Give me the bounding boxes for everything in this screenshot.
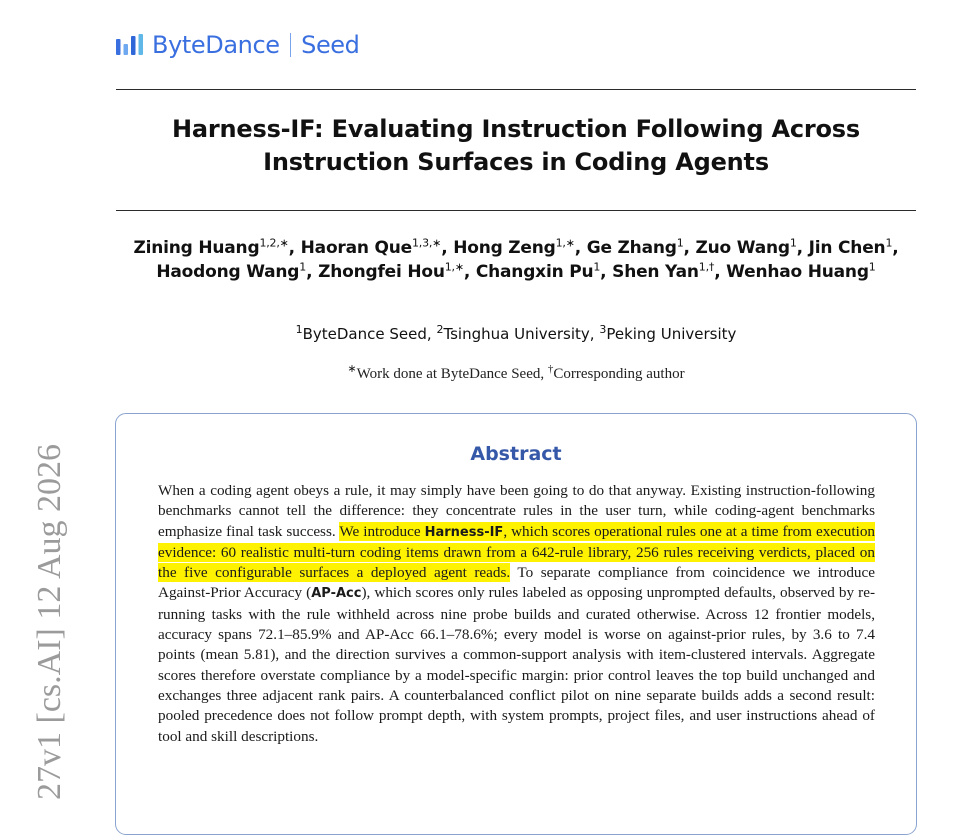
abstract-text (158, 481, 875, 747)
author (453, 238, 575, 258)
title-line-2: Instruction Surfaces in Coding Agents (263, 148, 769, 176)
author-name: Haodong Wang (156, 262, 300, 282)
author-name: Wenhao Huang (726, 262, 869, 282)
title-rule (116, 210, 916, 211)
affiliation-mark: 1 (295, 323, 303, 336)
footnote-text: Corresponding author (553, 366, 685, 382)
author-affiliation-marks: 1,∗ (555, 236, 575, 250)
author (156, 262, 306, 282)
author-list (116, 236, 916, 284)
author-separator: , (288, 238, 301, 258)
affiliations (116, 324, 916, 344)
author (301, 238, 442, 258)
author-affiliation-marks: 1 (593, 260, 601, 274)
author-name: Changxin Pu (475, 262, 594, 282)
affiliation (436, 325, 589, 343)
author (696, 238, 797, 258)
author (318, 262, 464, 282)
author-affiliation-marks: 1,† (698, 260, 715, 274)
affiliation (296, 325, 427, 343)
author-name: Jin Chen (808, 238, 886, 258)
author (612, 262, 714, 282)
footnote (547, 363, 685, 382)
author-affiliation-marks: 1 (676, 236, 684, 250)
affiliation-mark: 2 (436, 323, 444, 336)
author (133, 238, 288, 258)
affiliation-separator: , (589, 325, 600, 343)
abstract-sentence-intro: When a coding agent obeys a rule, it may simply have been going to do that anyway. Existing instruction-following benchmarks cannot tell the difference: they concentrate rules in the user turn, while coding-agent benchmarks emphasize final task success. (158, 482, 875, 540)
author-separator: , (574, 238, 587, 258)
author-name: Zhongfei Hou (318, 262, 445, 282)
highlight-part-a: We introduce (339, 522, 425, 540)
author-name: Ge Zhang (586, 238, 677, 258)
author-separator: , (600, 262, 613, 282)
author-affiliation-marks: 1 (299, 260, 307, 274)
bytedance-seed-logo (116, 28, 360, 62)
author-separator: , (892, 238, 899, 258)
affiliation (599, 325, 736, 343)
author-affiliation-marks: 1,2,∗ (259, 236, 289, 250)
top-rule (116, 89, 916, 90)
footnote-line (116, 364, 916, 384)
author-name: Hong Zeng (453, 238, 556, 258)
author-name: Zuo Wang (695, 238, 790, 258)
affiliation-name: ByteDance Seed (302, 325, 427, 343)
arxiv-identifier: 27v1 [cs.AI] 12 Aug 2026 (31, 443, 68, 800)
affiliation-mark: 3 (599, 323, 607, 336)
author (476, 262, 600, 282)
affiliation-name: Peking University (606, 325, 737, 343)
title-line-1: Harness-IF: Evaluating Instruction Following Across (172, 115, 860, 143)
author (726, 262, 875, 282)
author-affiliation-marks: 1,3,∗ (411, 236, 442, 250)
author-separator: , (441, 238, 454, 258)
author-affiliation-marks: 1 (885, 236, 893, 250)
affiliation-name: Tsinghua University (443, 325, 590, 343)
abstract-continuation-b: ), which scores only rules labeled as opposing unprompted defaults, observed by re-running tasks with the rule withheld across nine probe builds and curated otherwise. Across 12 frontier models, accuracy spans 72.1–85.9% and AP-Acc 66.1–78.6%; every model is worse on against-prior rules, by 3.6 to 7.4 points (mean 5.81), and the direction survives a common-support analysis with item-clustered intervals. Aggregate scores therefore overstate compliance by a model-specific margin: prior control leaves the top build unchanged and exchanges three adjacent rank pairs. A counterbalanced conflict pilot on nine separate builds adds a second result: pooled precedence does not follow prompt depth, with system prompts, project files, and user instructions ahead of tool and skill descriptions. (158, 584, 876, 745)
abstract-heading: Abstract (470, 443, 562, 465)
paper-title (116, 113, 916, 179)
author-name: Shen Yan (612, 262, 699, 282)
author-separator: , (796, 238, 809, 258)
product-name: Seed (301, 31, 360, 59)
footnote-mark: ∗ (347, 363, 357, 375)
author-name: Haoran Que (300, 238, 412, 258)
author-separator: , (714, 262, 727, 282)
author-name: Zining Huang (133, 238, 260, 258)
brand-name: ByteDance (152, 31, 280, 59)
abstract-continuation-a: To separate compliance from coincidence we introduce Against-Prior Accuracy ( (158, 564, 875, 602)
author (809, 238, 893, 258)
footnote (347, 363, 541, 382)
author-separator: , (463, 262, 476, 282)
bytedance-logo-icon (116, 33, 146, 57)
footnote-text: Work done at ByteDance Seed (356, 366, 541, 382)
logo-divider (290, 33, 292, 57)
author-separator: , (306, 262, 319, 282)
author-affiliation-marks: 1 (868, 260, 876, 274)
footnote-separator: , (540, 366, 548, 382)
affiliation-separator: , (426, 325, 437, 343)
author (587, 238, 684, 258)
author-separator: , (683, 238, 696, 258)
author-affiliation-marks: 1 (789, 236, 797, 250)
footnote-mark: † (547, 363, 554, 375)
metric-abbreviation: AP-Acc (311, 586, 362, 602)
highlight-part-b: , which scores operational rules one at a time from execution evidence: 60 realistic multi-turn coding items drawn from a 642-rule library, 256 rules receiving verdicts, placed on the five configurable surfaces a deployed agent reads. (158, 522, 876, 582)
author-affiliation-marks: 1,∗ (444, 260, 464, 274)
benchmark-name: Harness-IF (424, 524, 504, 540)
